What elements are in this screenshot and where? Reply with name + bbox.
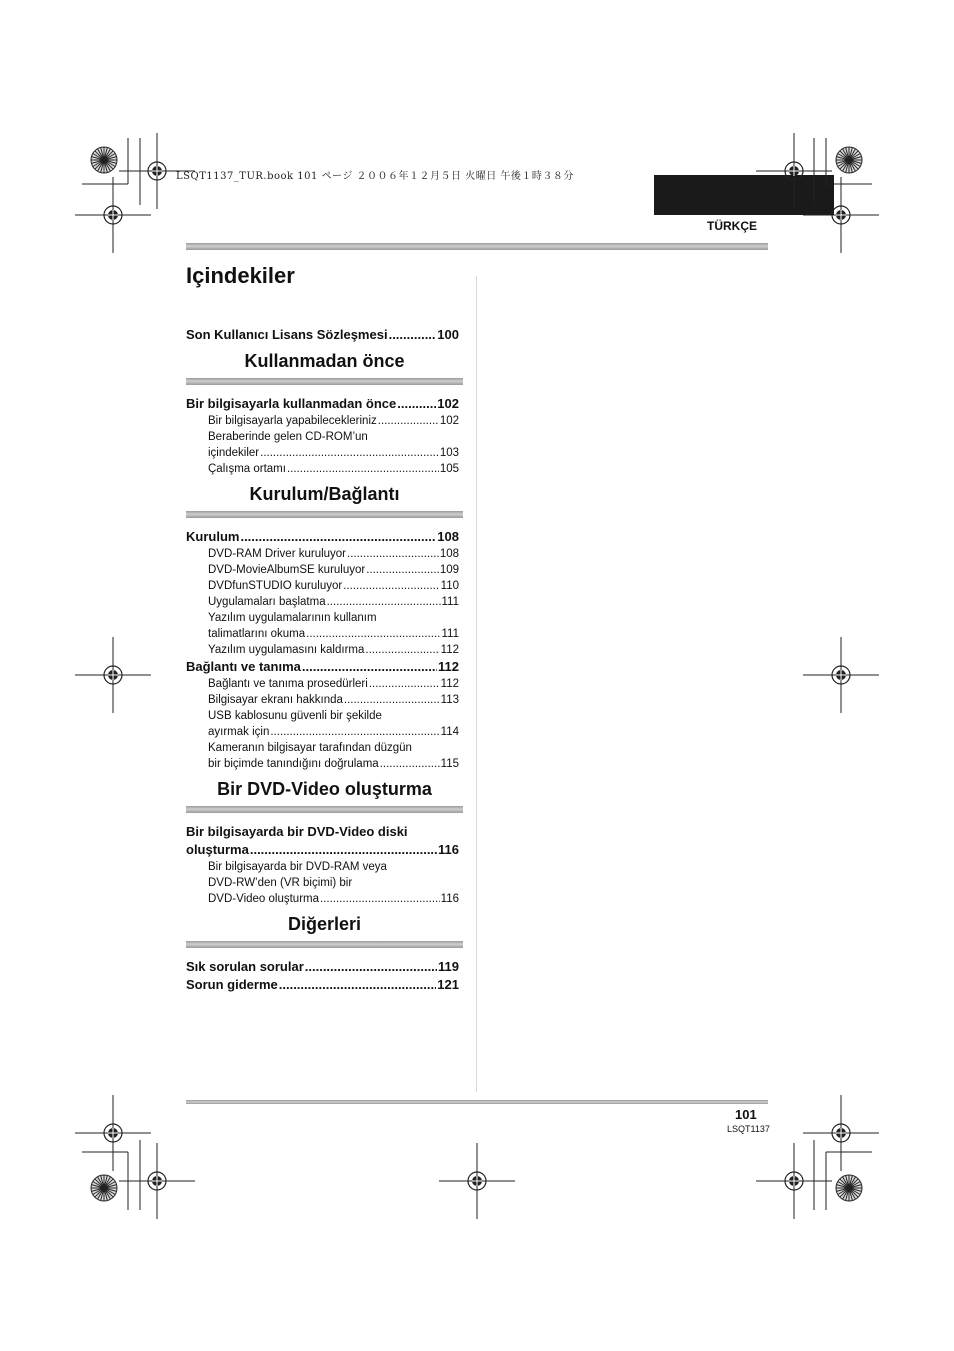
toc-entry-page: 115	[440, 758, 459, 770]
toc-entry-label: Sorun giderme	[186, 977, 278, 992]
registration-rosette	[836, 1175, 862, 1201]
registration-mark	[75, 637, 151, 713]
toc-entry-label: Bir bilgisayarla yapabilecekleriniz	[208, 415, 377, 427]
toc-entry-page: 109	[439, 564, 459, 576]
toc-entry-label: DVD-Video oluşturma	[208, 893, 320, 905]
registration-mark	[439, 1143, 515, 1219]
toc-entry-page: 111	[441, 628, 459, 640]
toc-entry-page: 108	[439, 548, 459, 560]
toc-entry-label: talimatlarını okuma	[208, 628, 306, 640]
registration-rosette	[91, 1175, 117, 1201]
toc-entry-page: 103	[439, 447, 459, 459]
toc-entry-label: Çalışma ortamı	[208, 463, 286, 475]
toc-entry-page: 111	[441, 596, 459, 608]
toc-entry-label: Bir bilgisayarda bir DVD-RAM veya	[208, 861, 387, 873]
toc-entry-label: bir biçimde tanındığını doğrulama	[208, 758, 379, 770]
toc-entry-page: 112	[438, 659, 459, 674]
toc-entry-label: Beraberinde gelen CD-ROM’un	[208, 431, 368, 443]
toc-entry-page: 105	[439, 463, 459, 475]
toc-entry-label: DVD-MovieAlbumSE kuruluyor	[208, 564, 366, 576]
registration-rosette	[91, 147, 117, 173]
toc-entry-label: Bilgisayar ekranı hakkında	[208, 694, 343, 706]
toc-entry-page: 102	[437, 396, 459, 411]
toc-entry-page: 110	[440, 580, 459, 592]
toc-entry-label: Bir bilgisayarda bir DVD-Video diski	[186, 824, 408, 839]
toc-entry-label: Yazılım uygulamalarının kullanım	[208, 612, 377, 624]
page-title: Içindekiler	[186, 263, 295, 288]
toc-entry-page: 121	[437, 977, 459, 992]
toc-entry-page: 108	[437, 529, 459, 544]
toc-entry-label: Bağlantı ve tanıma	[186, 659, 301, 674]
toc-entry-label: Uygulamaları başlatma	[208, 596, 326, 608]
toc-entry-page: 119	[438, 959, 459, 974]
registration-rosette	[836, 147, 862, 173]
toc-entry-page: 100	[437, 327, 459, 342]
toc-entry-page: 112	[440, 678, 459, 690]
toc-entry-page: 113	[440, 694, 459, 706]
toc-entry-label: ayırmak için	[208, 726, 270, 738]
toc-entry-label: oluşturma	[186, 842, 249, 857]
toc-entry-label: Kurulum	[186, 529, 240, 544]
toc-entry-label: DVDfunSTUDIO kuruluyor	[208, 580, 343, 592]
toc-entry-label: Kameranın bilgisayar tarafından düzgün	[208, 742, 412, 754]
toc-entry-label: Son Kullanıcı Lisans Sözleşmesi	[186, 327, 388, 342]
registration-mark	[756, 133, 832, 209]
toc-entry-label: Sık sorulan sorular	[186, 959, 304, 974]
document-code: LSQT1137	[727, 1124, 770, 1134]
language-label: TÜRKÇE	[707, 219, 757, 233]
registration-mark	[119, 1143, 195, 1219]
toc-entry-label: Bir bilgisayarla kullanmadan önce	[186, 396, 397, 411]
toc-entry-label: DVD-RAM Driver kuruluyor	[208, 548, 347, 560]
registration-mark	[119, 133, 195, 209]
print-header: LSQT1137_TUR.book 101 ページ ２００６年１２月５日 火曜日 午後１時３８分	[176, 171, 574, 182]
toc-entry-page: 102	[439, 415, 459, 427]
toc-entry-page: 114	[440, 726, 459, 738]
toc-entry-page: 116	[440, 893, 459, 905]
toc-entry-label: USB kablosunu güvenli bir şekilde	[208, 710, 382, 722]
page-number: 101	[735, 1107, 757, 1122]
toc-entry-page: 112	[440, 644, 459, 656]
section-heading: Bir DVD-Video oluşturma	[217, 779, 432, 799]
toc-entry-label: Bağlantı ve tanıma prosedürleri	[208, 678, 368, 690]
toc-entry-page: 116	[438, 842, 459, 857]
section-heading: Kurulum/Bağlantı	[249, 484, 400, 504]
registration-mark	[803, 637, 879, 713]
registration-mark	[756, 1143, 832, 1219]
section-heading: Kullanmadan önce	[244, 351, 405, 371]
toc-entry-label: Yazılım uygulamasını kaldırma	[208, 644, 365, 656]
toc-entry-label: içindekiler	[208, 447, 260, 459]
section-heading: Diğerleri	[287, 914, 362, 934]
toc-entry-label: DVD-RW’den (VR biçimi) bir	[208, 877, 353, 889]
